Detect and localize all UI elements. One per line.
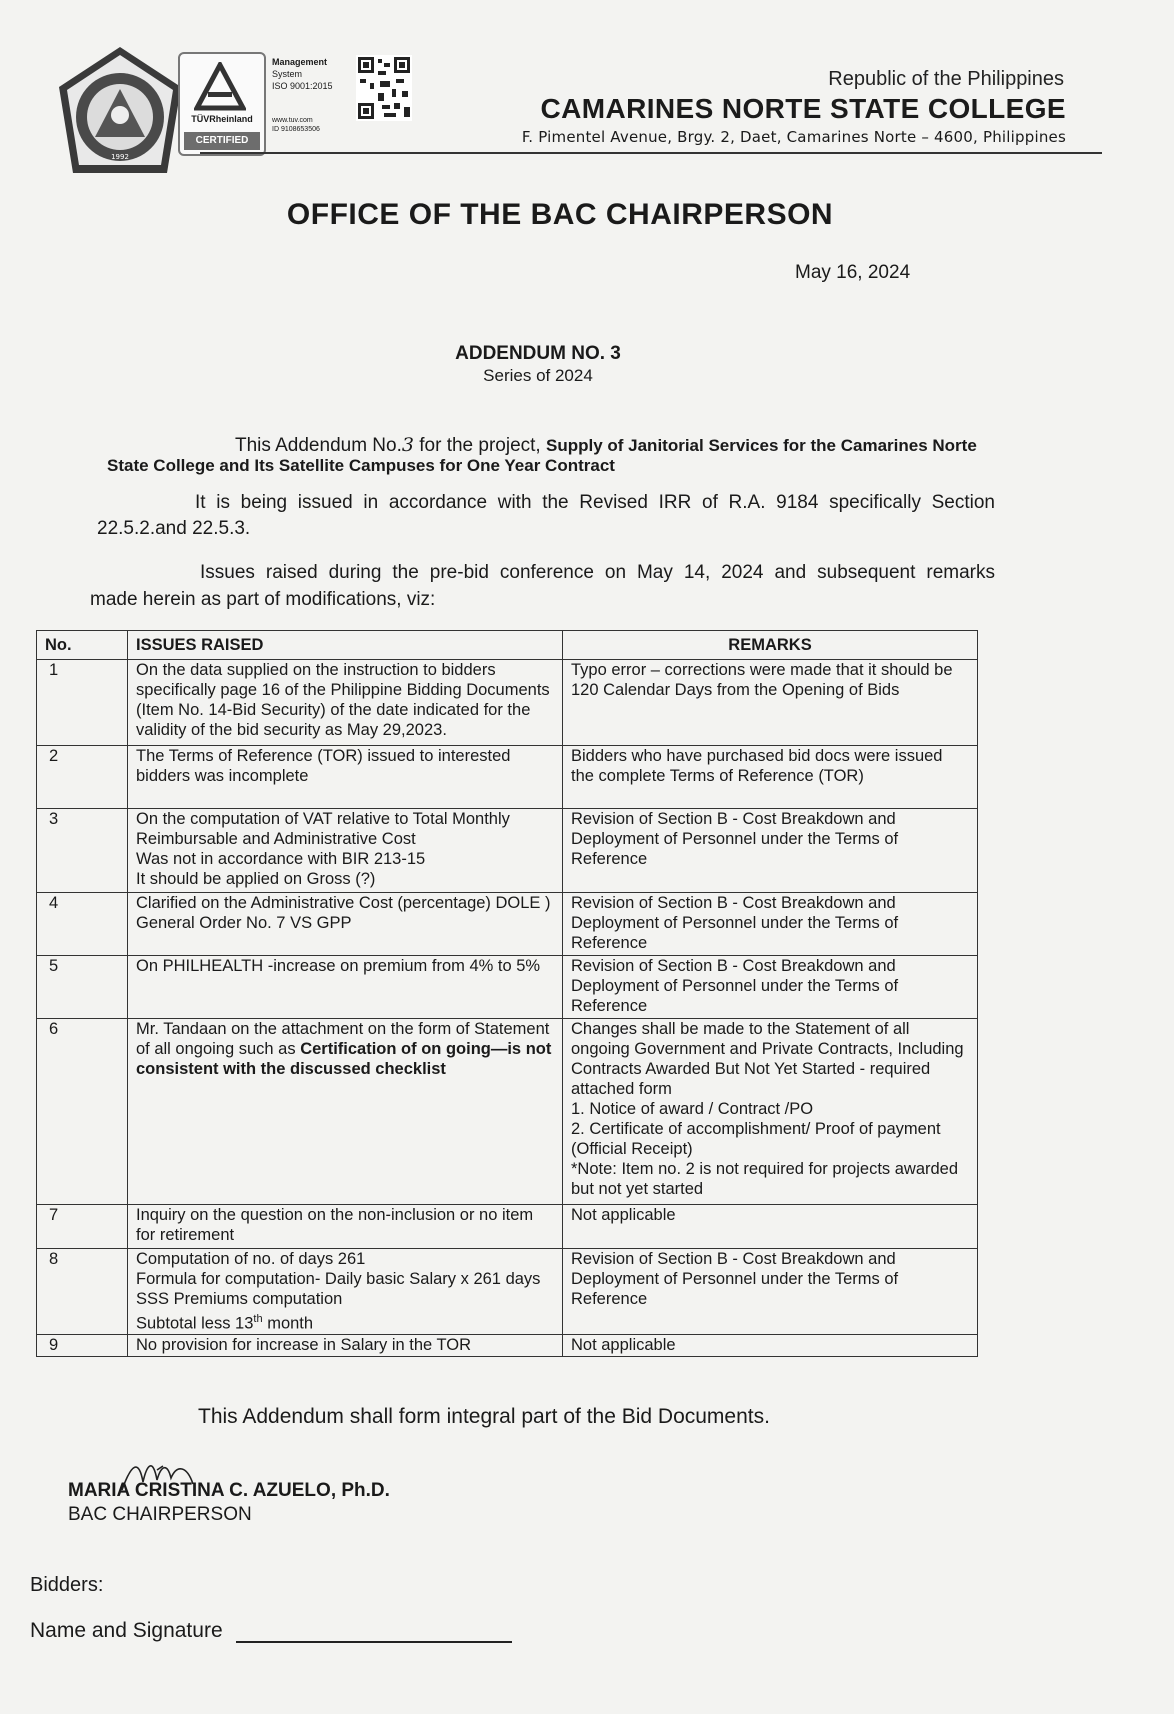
row-no: 1 xyxy=(37,660,128,746)
row-no: 7 xyxy=(37,1205,128,1249)
issue-line: On the computation of VAT relative to Total Monthly xyxy=(136,810,510,828)
row-no: 6 xyxy=(37,1019,128,1205)
row-remarks: Revision of Section B - Cost Breakdown and Deployment of Personnel under the Terms of Reference xyxy=(563,809,978,893)
issue-line: Reimbursable and Administrative Cost xyxy=(136,830,416,848)
intro-paragraph-3-cont: made herein as part of modifications, viz: xyxy=(90,589,436,610)
row-remarks: Bidders who have purchased bid docs were issued the complete Terms of Reference (TOR) xyxy=(563,746,978,809)
row-issue xyxy=(128,1249,563,1335)
issue-line: Was not in accordance with BIR 213-15 xyxy=(136,850,426,868)
row-issue: The Terms of Reference (TOR) issued to interested bidders was incomplete xyxy=(128,746,563,809)
intro-paragraph-1 xyxy=(235,432,1015,459)
row-no: 3 xyxy=(37,809,128,893)
issue-month: month xyxy=(262,1314,314,1333)
mgmt-line1: Management xyxy=(272,57,328,67)
p1-start: This Addendum No. xyxy=(235,435,402,456)
row-issue: On PHILHEALTH -increase on premium from 4% to 5% xyxy=(128,956,563,1019)
tuv-brand: TÜVRheinland xyxy=(191,114,253,124)
p1-project-name: Supply of Janitorial Services for the Camarines Norte xyxy=(545,436,977,455)
header-issues: ISSUES RAISED xyxy=(128,631,563,660)
issues-table xyxy=(36,630,978,1357)
signature-line xyxy=(236,1641,512,1643)
issue-bold-text: Certification of on going—is not consistent with the discussed checklist xyxy=(136,1040,552,1078)
college-seal-logo xyxy=(55,45,185,177)
row-remarks xyxy=(563,1019,978,1205)
row-no: 8 xyxy=(37,1249,128,1335)
table-header-row xyxy=(37,631,978,660)
closing-statement: This Addendum shall form integral part of the Bid Documents. xyxy=(198,1405,770,1428)
remarks-line: 1. Notice of award / Contract /PO xyxy=(571,1100,814,1118)
row-no: 9 xyxy=(37,1334,128,1356)
table-row xyxy=(37,956,978,1019)
row-remarks: Revision of Section B - Cost Breakdown and Deployment of Personnel under the Terms of Reference xyxy=(563,893,978,956)
remarks-line: Changes shall be made to the Statement of all ongoing Government and Private Contracts, Including Contracts Awarded But Not Yet Started - required attached form xyxy=(571,1020,964,1098)
document-date: May 16, 2024 xyxy=(795,262,911,283)
issue-text: Mr. Tandaan on the attachment on the form of Statement of all ongoing such as xyxy=(136,1020,550,1058)
row-issue: On the data supplied on the instruction to bidders specifically page 16 of the Philippine Bidding Documents (Item No. 14-Bid Security) of the date indicated for the validity of the bid security as May 29,2023. xyxy=(128,660,563,746)
row-issue: No provision for increase in Salary in the TOR xyxy=(128,1334,563,1356)
remarks-line: *Note: Item no. 2 is not required for projects awarded but not yet started xyxy=(571,1160,959,1198)
table-row xyxy=(37,660,978,746)
row-issue: Clarified on the Administrative Cost (percentage) DOLE ) General Order No. 7 VS GPP xyxy=(128,893,563,956)
row-no: 4 xyxy=(37,893,128,956)
row-issue xyxy=(128,1019,563,1205)
header-no: No. xyxy=(37,631,128,660)
intro-paragraph-2-cont: 22.5.2.and 22.5.3. xyxy=(97,518,251,539)
remarks-line: 2. Certificate of accomplishment/ Proof of payment (Official Receipt) xyxy=(571,1120,941,1158)
tuv-certification-badge xyxy=(178,52,266,156)
college-address: F. Pimentel Avenue, Brgy. 2, Daet, Camarines Norte – 4600, Philippines xyxy=(521,128,1066,146)
addendum-title: ADDENDUM NO. 3 xyxy=(455,343,621,364)
p1-mid: for the project, xyxy=(413,435,546,456)
row-remarks: Revision of Section B - Cost Breakdown and Deployment of Personnel under the Terms of Reference xyxy=(563,956,978,1019)
table-row xyxy=(37,809,978,893)
p1-number: 3 xyxy=(401,434,414,456)
table-row xyxy=(37,1249,978,1335)
table-row xyxy=(37,1205,978,1249)
row-remarks: Typo error – corrections were made that it should be 120 Calendar Days from the Opening of Bids xyxy=(563,660,978,746)
row-issue: Inquiry on the question on the non-inclusion or no item for retirement xyxy=(128,1205,563,1249)
row-remarks: Not applicable xyxy=(563,1334,978,1356)
mgmt-id: ID 9108653506 xyxy=(272,126,320,133)
table-row xyxy=(37,1019,978,1205)
table-row xyxy=(37,746,978,809)
letterhead-rule xyxy=(200,152,1102,154)
tuv-triangle-icon xyxy=(194,62,246,112)
table-row xyxy=(37,893,978,956)
republic-line: Republic of the Philippines xyxy=(828,68,1064,90)
qr-code-icon xyxy=(356,55,412,121)
issue-line: It should be applied on Gross (?) xyxy=(136,870,376,888)
p1-project-name-cont: State College and Its Satellite Campuses for One Year Contract xyxy=(107,456,615,475)
management-system-block xyxy=(272,56,352,134)
issue-line xyxy=(136,1309,554,1334)
issue-line: Formula for computation- Daily basic Salary x 261 days xyxy=(136,1270,541,1288)
addendum-series: Series of 2024 xyxy=(483,366,593,385)
row-no: 5 xyxy=(37,956,128,1019)
row-no: 2 xyxy=(37,746,128,809)
issue-line: SSS Premiums computation xyxy=(136,1290,343,1308)
row-remarks: Not applicable xyxy=(563,1205,978,1249)
issue-subtotal: Subtotal less 13 xyxy=(136,1314,254,1333)
mgmt-line3: ISO 9001:2015 xyxy=(272,81,333,91)
row-issue xyxy=(128,809,563,893)
signatory-title: BAC CHAIRPERSON xyxy=(68,1504,252,1525)
signatory-name: MARIA CRISTINA C. AZUELO, Ph.D. xyxy=(68,1480,390,1501)
college-name: CAMARINES NORTE STATE COLLEGE xyxy=(540,93,1066,124)
header-remarks: REMARKS xyxy=(563,631,978,660)
row-remarks: Revision of Section B - Cost Breakdown and Deployment of Personnel under the Terms of Reference xyxy=(563,1249,978,1335)
bidders-label: Bidders: xyxy=(30,1574,104,1596)
seal-year: 1992 xyxy=(111,153,129,161)
certified-label: CERTIFIED xyxy=(184,132,260,150)
mgmt-url: www.tuv.com xyxy=(272,117,313,124)
mgmt-line2: System xyxy=(272,69,303,79)
name-signature-label: Name and Signature xyxy=(30,1619,223,1642)
issue-line: Computation of no. of days 261 xyxy=(136,1250,366,1268)
issue-superscript: th xyxy=(253,1313,263,1325)
intro-paragraph-3: Issues raised during the pre-bid conference on May 14, 2024 and subsequent remarks xyxy=(200,562,995,583)
office-title: OFFICE OF THE BAC CHAIRPERSON xyxy=(286,198,834,231)
table-row xyxy=(37,1334,978,1356)
intro-paragraph-2: It is being issued in accordance with the Revised IRR of R.A. 9184 specifically Section xyxy=(195,492,995,513)
